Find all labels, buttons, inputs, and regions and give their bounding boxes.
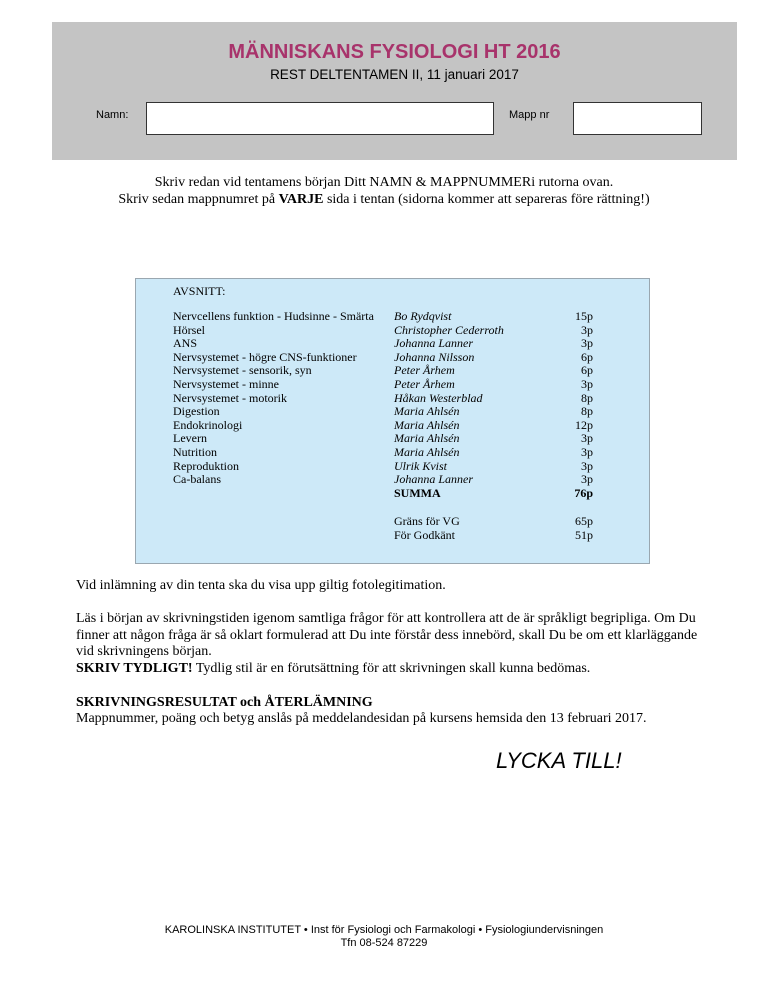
- section-points: 3p: [581, 431, 593, 446]
- section-name: Nervsystemet - motorik: [173, 390, 287, 405]
- section-row: [173, 460, 593, 474]
- section-points: 8p: [581, 390, 593, 405]
- section-name: Ca-balans: [173, 472, 221, 487]
- read-questions-text: Läs i början av skrivningstiden igenom samtliga frågor för att kontrollera att de är språkligt begripliga. Om Du finner att någon fråga är så oklart formulerad att Du inte förstår dess innebörd, skall Du be om ett klarläggande vid skrivningens början.: [76, 611, 698, 660]
- section-points: 12p: [575, 417, 593, 432]
- section-points: 15p: [575, 309, 593, 323]
- section-name: Nutrition: [173, 444, 217, 459]
- section-name: Digestion: [173, 404, 220, 419]
- instruction-prefix: Skriv sedan mappnumret på: [118, 192, 279, 207]
- section-name: Endokrinologi: [173, 417, 243, 432]
- write-clearly-rest: Tydlig stil är en förutsättning för att skrivningen skall kunna bedömas.: [192, 661, 591, 676]
- section-teacher: Ulrik Kvist: [394, 458, 447, 473]
- pass-limit-row: [173, 529, 593, 543]
- sections-heading: AVSNITT:: [173, 284, 226, 298]
- section-row: [173, 324, 593, 338]
- section-teacher: Christopher Cederroth: [394, 322, 504, 337]
- section-teacher: Johanna Lanner: [394, 472, 473, 487]
- section-row: [173, 378, 593, 392]
- folder-number-label: Mapp nr: [509, 109, 550, 121]
- instruction-bold: VARJE: [278, 192, 324, 207]
- sum-points: 76p: [574, 485, 593, 500]
- pass-points: 51p: [575, 527, 593, 542]
- vg-label: Gräns för VG: [394, 514, 460, 528]
- instruction-suffix: sida i tentan (sidorna kommer att separeras före rättning!): [323, 192, 650, 207]
- name-label: Namn:: [96, 109, 129, 121]
- section-teacher: Maria Ahlsén: [394, 417, 460, 432]
- section-row: [173, 432, 593, 446]
- grade-limits: [173, 515, 593, 542]
- write-clearly-text: [76, 661, 716, 678]
- results-text: Mappnummer, poäng och betyg anslås på meddelandesidan på kursens hemsida den 13 februari 2017.: [76, 711, 647, 726]
- write-clearly-bold: SKRIV TYDLIGT!: [76, 661, 193, 676]
- sections-list: [173, 310, 593, 500]
- sum-label: SUMMA: [394, 485, 441, 500]
- section-row: [173, 392, 593, 406]
- section-row: [173, 446, 593, 460]
- pass-label: För Godkänt: [394, 527, 455, 542]
- footer-institution: KAROLINSKA INSTITUTET • Inst för Fysiologi och Farmakologi • Fysiologiundervisningen: [164, 924, 604, 936]
- section-name: Nervsystemet - högre CNS-funktioner: [173, 349, 357, 364]
- section-points: 3p: [581, 336, 593, 351]
- section-teacher: Peter Århem: [394, 376, 455, 391]
- section-points: 8p: [581, 404, 593, 419]
- section-teacher: Johanna Lanner: [394, 336, 473, 351]
- section-points: 3p: [581, 472, 593, 487]
- name-field[interactable]: [146, 102, 494, 135]
- footer-phone: Tfn 08-524 87229: [340, 937, 428, 949]
- section-points: 3p: [581, 322, 593, 337]
- section-row: [173, 473, 593, 487]
- instruction-line-1: Skriv redan vid tentamens början Ditt NAMN & MAPPNUMMERi rutorna ovan.: [154, 175, 614, 190]
- exam-title: MÄNNISKANS FYSIOLOGI HT 2016: [228, 41, 561, 63]
- vg-points: 65p: [575, 514, 593, 528]
- section-row: [173, 310, 593, 324]
- section-points: 3p: [581, 458, 593, 473]
- section-row: [173, 351, 593, 365]
- section-teacher: Peter Århem: [394, 363, 455, 378]
- section-name: Nervsystemet - sensorik, syn: [173, 363, 312, 378]
- results-heading: SKRIVNINGSRESULTAT och ÅTERLÄMNING: [76, 695, 373, 710]
- good-luck-text: LYCKA TILL!: [496, 748, 622, 773]
- section-row: [173, 337, 593, 351]
- section-name: Reproduktion: [173, 458, 239, 473]
- id-requirement-text: Vid inlämning av din tenta ska du visa upp giltig fotolegitimation.: [76, 578, 446, 593]
- section-name: Nervcellens funktion - Hudsinne - Smärta: [173, 309, 374, 323]
- section-name: ANS: [173, 336, 198, 351]
- section-points: 6p: [581, 363, 593, 378]
- sections-panel: [135, 278, 650, 564]
- vg-limit-row: [173, 515, 593, 529]
- section-row: [173, 419, 593, 433]
- exam-header: [52, 22, 737, 160]
- sum-row: [173, 487, 593, 501]
- section-row: [173, 405, 593, 419]
- folder-number-field[interactable]: [573, 102, 702, 135]
- section-name: Nervsystemet - minne: [173, 376, 279, 391]
- section-teacher: Johanna Nilsson: [394, 349, 475, 364]
- section-points: 3p: [581, 444, 593, 459]
- section-teacher: Maria Ahlsén: [394, 404, 460, 419]
- section-points: 3p: [581, 376, 593, 391]
- section-teacher: Bo Rydqvist: [394, 309, 452, 323]
- section-teacher: Maria Ahlsén: [394, 444, 460, 459]
- section-name: Hörsel: [173, 322, 205, 337]
- section-name: Levern: [173, 431, 207, 446]
- section-row: [173, 364, 593, 378]
- section-teacher: Maria Ahlsén: [394, 431, 460, 446]
- exam-subtitle: REST DELTENTAMEN II, 11 januari 2017: [270, 67, 519, 82]
- section-teacher: Håkan Westerblad: [394, 390, 483, 405]
- section-points: 6p: [581, 349, 593, 364]
- instruction-line-2: [0, 191, 768, 208]
